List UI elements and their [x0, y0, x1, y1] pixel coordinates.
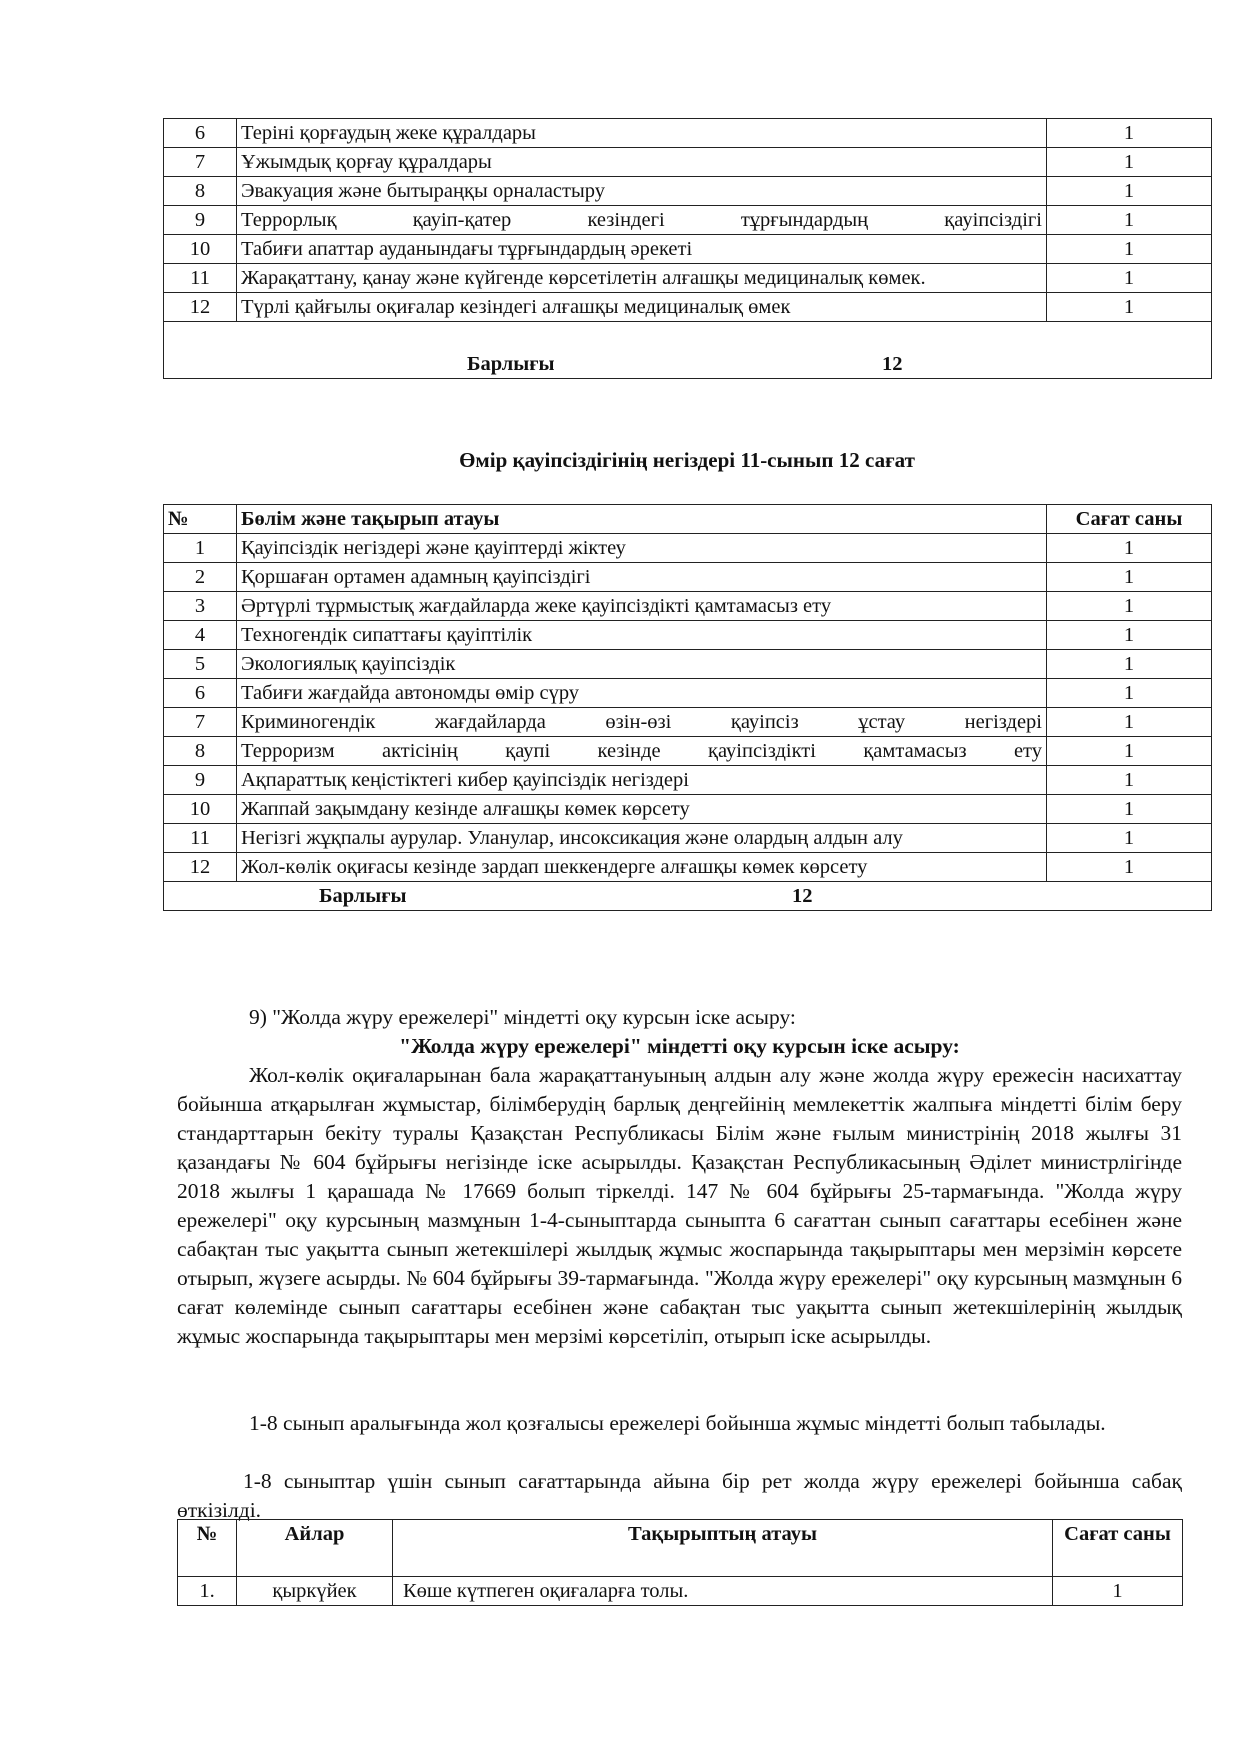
total-cell: [164, 322, 1212, 379]
total-value: 12: [882, 353, 903, 375]
row-number: 9: [164, 766, 237, 795]
row-hours: 1: [1047, 235, 1212, 264]
row-title: Қауіпсіздік негіздері және қауіптерді жіктеу: [237, 534, 1047, 563]
row-hours: 1: [1047, 853, 1212, 882]
table-row: [164, 592, 1212, 621]
row-title: Эвакуация және бытыраңқы орналастыру: [237, 177, 1047, 206]
row-hours: 1: [1047, 264, 1212, 293]
table-row: [164, 177, 1212, 206]
row-number: 4: [164, 621, 237, 650]
row-number: 7: [164, 148, 237, 177]
row-title: Техногендік сипаттағы қауіптілік: [237, 621, 1047, 650]
table-row: [178, 1577, 1183, 1606]
row-hours: 1: [1047, 148, 1212, 177]
row-hours: 1: [1047, 206, 1212, 235]
row-title: Жол-көлік оқиғасы кезінде зардап шеккендерге алғашқы көмек көрсету: [237, 853, 1047, 882]
total-value: 12: [792, 885, 813, 907]
row-number: 5: [164, 650, 237, 679]
row-title: Табиғи апаттар ауданындағы тұрғындардың әрекеті: [237, 235, 1047, 264]
row-number: 3: [164, 592, 237, 621]
row-title: Қоршаған ортамен адамның қауіпсіздігі: [237, 563, 1047, 592]
header-number: №: [178, 1520, 237, 1577]
row-number: 12: [164, 293, 237, 322]
table-row: [164, 621, 1212, 650]
total-label: Барлығы: [467, 353, 555, 375]
total-row: [164, 882, 1212, 911]
section-9-paragraph-2: 1-8 сынып аралығында жол қозғалысы ережелері бойынша жұмыс міндетті болып табылады.: [249, 1411, 1106, 1435]
row-title: Жарақаттану, қанау және күйгенде көрсетілетін алғашқы медициналық көмек.: [237, 264, 1047, 293]
row-topic: Көше күтпеген оқиғаларға толы.: [393, 1577, 1053, 1606]
row-title: Әртүрлі тұрмыстық жағдайларда жеке қауіпсіздікті қамтамасыз ету: [237, 592, 1047, 621]
row-hours: 1: [1047, 708, 1212, 737]
row-number: 9: [164, 206, 237, 235]
section-9-heading: "Жолда жүру ережелері" міндетті оқу курсын іске асыру:: [399, 1034, 960, 1058]
row-title: Негізгі жұқпалы аурулар. Уланулар, инсоксикация және олардың алдын алу: [237, 824, 1047, 853]
row-number: 8: [164, 177, 237, 206]
header-title: Бөлім және тақырып атауы: [237, 505, 1047, 534]
section-9-paragraph-3: 1-8 сыныптар үшін сынып сағаттарында айына бір рет жолда жүру ережелері бойынша сабақ өткізілді.: [177, 1469, 1182, 1522]
header-month: Айлар: [237, 1520, 393, 1577]
total-label: Барлығы: [319, 885, 407, 907]
row-number: 6: [164, 119, 237, 148]
row-title: Ақпараттық кеңістіктегі кибер қауіпсіздік негіздері: [237, 766, 1047, 795]
section-9-line: 9) "Жолда жүру ережелері" міндетті оқу курсын іске асыру:: [249, 1005, 796, 1029]
table-row: [164, 708, 1212, 737]
row-hours: 1: [1047, 177, 1212, 206]
row-number: 7: [164, 708, 237, 737]
row-number: 1: [164, 534, 237, 563]
row-month: қыркүйек: [237, 1577, 393, 1606]
row-title: Теріні қорғаудың жеке құралдары: [237, 119, 1047, 148]
table-header-row: [178, 1520, 1183, 1577]
row-title: Жаппай зақымдану кезінде алғашқы көмек көрсету: [237, 795, 1047, 824]
total-row: [164, 322, 1212, 379]
row-number: 12: [164, 853, 237, 882]
row-hours: 1: [1047, 119, 1212, 148]
row-title: Террорлық қауіп-қатер кезіндегі тұрғындардың қауіпсіздігі: [237, 206, 1047, 235]
row-hours: 1: [1047, 563, 1212, 592]
row-number: 11: [164, 824, 237, 853]
table-row: [164, 824, 1212, 853]
row-title: Ұжымдық қорғау құралдары: [237, 148, 1047, 177]
table-row: [164, 235, 1212, 264]
row-title: Криминогендік жағдайларда өзін-өзі қауіпсіз ұстау негіздері: [237, 708, 1047, 737]
table-row: [164, 737, 1212, 766]
row-hours: 1: [1047, 679, 1212, 708]
row-number: 11: [164, 264, 237, 293]
table-row: [164, 148, 1212, 177]
table-row: [164, 534, 1212, 563]
table-row: [164, 264, 1212, 293]
row-number: 1.: [178, 1577, 237, 1606]
row-number: 10: [164, 795, 237, 824]
row-hours: 1: [1047, 534, 1212, 563]
header-hours: Сағат саны: [1053, 1520, 1183, 1577]
row-hours: 1: [1047, 766, 1212, 795]
row-number: 6: [164, 679, 237, 708]
row-number: 10: [164, 235, 237, 264]
table-row: [164, 563, 1212, 592]
table-row: [164, 650, 1212, 679]
row-title: Экологиялық қауіпсіздік: [237, 650, 1047, 679]
header-number: №: [164, 505, 237, 534]
header-hours: Сағат саны: [1047, 505, 1212, 534]
row-hours: 1: [1047, 621, 1212, 650]
row-number: 2: [164, 563, 237, 592]
road-rules-plan-table: [177, 1519, 1183, 1606]
row-title: Табиғи жағдайда автономды өмір сүру: [237, 679, 1047, 708]
total-cell: [164, 882, 1212, 911]
grade11-heading: Өмір қауіпсіздігінің негіздері 11-сынып 12 сағат: [459, 448, 915, 472]
row-hours: 1: [1047, 795, 1212, 824]
safety-topics-table-continued: [163, 118, 1212, 379]
row-hours: 1: [1047, 650, 1212, 679]
table-row: [164, 853, 1212, 882]
grade11-safety-table: [163, 504, 1212, 911]
table-header-row: [164, 505, 1212, 534]
row-title: Терроризм актісінің қаупі кезінде қауіпсіздікті қамтамасыз ету: [237, 737, 1047, 766]
row-hours: 1: [1047, 824, 1212, 853]
table-row: [164, 679, 1212, 708]
row-hours: 1: [1047, 737, 1212, 766]
table-row: [164, 766, 1212, 795]
row-number: 8: [164, 737, 237, 766]
row-title: Түрлі қайғылы оқиғалар кезіндегі алғашқы медициналық өмек: [237, 293, 1047, 322]
header-topic: Тақырыптың атауы: [393, 1520, 1053, 1577]
row-hours: 1: [1047, 592, 1212, 621]
table-row: [164, 206, 1212, 235]
table-row: [164, 119, 1212, 148]
row-hours: 1: [1053, 1577, 1183, 1606]
row-hours: 1: [1047, 293, 1212, 322]
table-row: [164, 795, 1212, 824]
section-9-paragraph-1: Жол-көлік оқиғаларынан бала жарақаттануының алдын алу және жолда жүру ережесін насихаттау бойынша атқарылған жұмыстар, білімберудің барлық деңгейінің мемлекеттік жалпыға міндетті білім беру стандарттарын бекіту туралы Қазақстан Республикасы Білім және ғылым министрінің 2018 жылғы 31 қазандағы № 604 бұйрығы негізінде іске асырылды. Қазақстан Республикасының Әділет министрлігінде 2018 жылғы 1 қарашада № 17669 болып тіркелді. 147 № 604 бұйрығы 25-тармағында. "Жолда жүру ережелері" оқу курсының мазмұнын 1-4-сыныптарда сыныпта 6 сағаттан сынып сағаттары есебінен және сабақтан тыс уақытта сынып жетекшілері жылдық жұмыс жоспарында тақырыптары мен мерзімін көрсете отырып, жүзеге асырды. № 604 бұйрығы 39-тармағында. "Жолда жүру ережелері" оқу курсының мазмұнын 6 сағат көлемінде сынып сағаттары есебінен және сабақтан тыс уақытта сынып жетекшілерінің жылдық жұмыс жоспарында тақырыптары мен мерзімі көрсетіліп, отырып іске асырылды.: [177, 1063, 1182, 1348]
table-row: [164, 293, 1212, 322]
